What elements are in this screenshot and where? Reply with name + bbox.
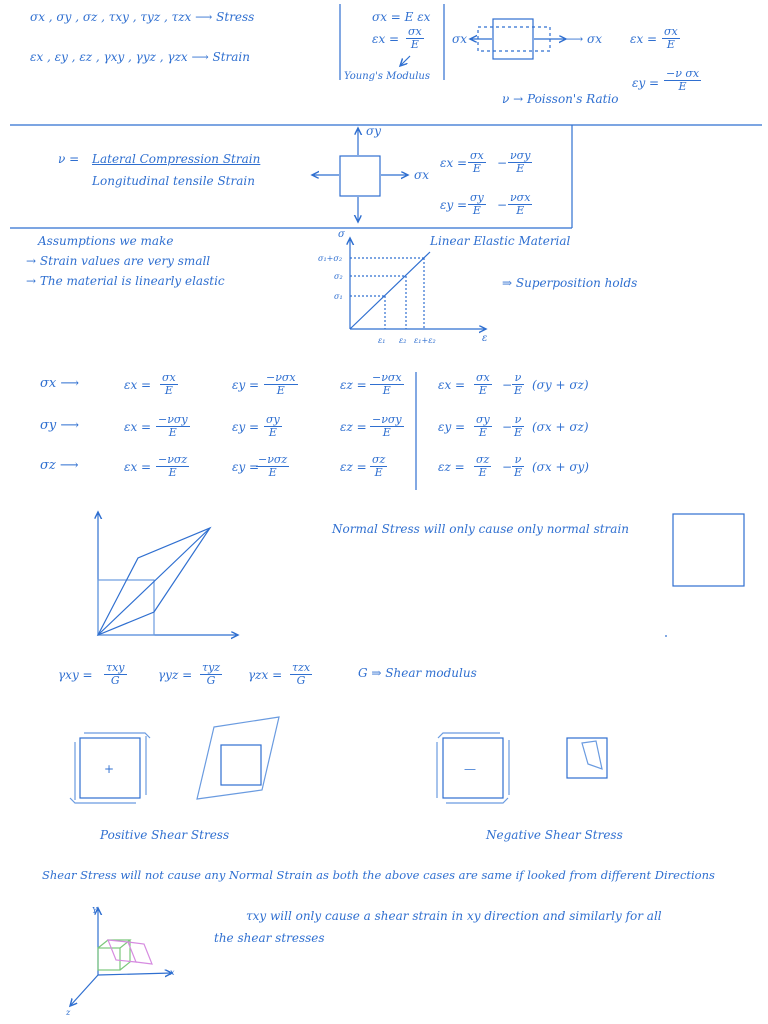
load-label: σx ⟶ — [40, 376, 79, 391]
sigma-y-label: σy — [366, 124, 381, 138]
graph-linear-line — [350, 252, 430, 329]
graph-s1-label: σ₁ — [334, 292, 343, 301]
ex-lhs-2: εx = — [630, 32, 658, 46]
col3-fraction: −νσy E — [372, 413, 402, 439]
sigma-x-right-label: ⟶ σx — [566, 32, 602, 46]
gzx-fraction: τzx G — [292, 661, 311, 687]
negative-shear-label: Negative Shear Stress — [486, 828, 623, 842]
nu-lhs: ν = — [58, 152, 80, 166]
pos-shear-deformed — [197, 717, 279, 799]
ex2-fraction: $\frac{\sigma x}{E}$ — [664, 25, 678, 51]
sigma-x-label-2: σx — [414, 168, 429, 182]
longitudinal-strain-label: Longitudinal tensile Strain — [92, 174, 255, 188]
col3-fraction: $\frac{\sigma z}{E}$ — [372, 453, 386, 479]
hookes-law: σx = E εx — [372, 10, 431, 24]
general-lhs: εz = — [438, 460, 465, 474]
col1-fraction: −νσy E — [158, 413, 188, 439]
assumption-2: → The material is linearly elastic — [26, 274, 225, 288]
col2-fraction: −νσz E — [258, 453, 288, 479]
load-label: σz ⟶ — [40, 458, 79, 473]
col3-lhs: εz = — [340, 460, 367, 474]
normal-stress-note: Normal Stress will only cause only normal strain — [332, 522, 630, 536]
ey2-fraction-1: $\frac{\sigma y}{E}$ — [470, 191, 484, 217]
general-lhs: εx = — [438, 378, 466, 392]
ey-lhs-2: εy = — [440, 198, 468, 212]
neg-shear-small-square — [567, 738, 607, 778]
assumption-1: → Strain values are very small — [26, 254, 211, 268]
col1-lhs: εx = — [124, 420, 152, 434]
general-fraction-1: $\frac{\sigma y}{E}$ — [476, 413, 490, 439]
youngs-pointer-arrow — [400, 56, 410, 66]
neg-shear-small-deformed — [582, 741, 602, 769]
txy-note-line-1: τxy will only cause a shear strain in xy direction and similarly for all — [246, 909, 662, 923]
pos-shear-inner-square — [221, 745, 261, 785]
positive-shear-label: Positive Shear Stress — [100, 828, 230, 842]
square-box — [673, 514, 744, 586]
shear-stress-note: Shear Stress will not cause any Normal Strain as both the above cases are same if looked from different Directions — [42, 868, 715, 882]
general-minus: − — [502, 420, 513, 434]
col2-fraction: −νσx E — [266, 371, 296, 397]
graph-epsilon-label: ε — [482, 333, 488, 344]
col2-fraction: $\frac{\sigma y}{E}$ — [266, 413, 280, 439]
general-lhs: εy = — [438, 420, 466, 434]
col1-fraction: −νσz E — [158, 453, 188, 479]
sigma-x-left-label: σx — [452, 32, 467, 46]
graph-e2-label: ε₂ — [399, 336, 407, 345]
youngs-modulus-label: Young's Modulus — [344, 71, 430, 82]
axis3d-x-label: x — [170, 968, 175, 977]
graph-e1-label: ε₁ — [378, 336, 386, 345]
lateral-strain-label: Lateral Compression Strain — [92, 152, 261, 166]
general-fraction-2: $\frac{\nu}{E}$ — [514, 371, 523, 397]
biaxial-element — [340, 156, 380, 196]
gzx-lhs: γzx = — [248, 668, 283, 682]
gyz-fraction: τyz G — [202, 661, 221, 687]
col3-lhs: εz = — [340, 420, 367, 434]
txy-note-line-2: the shear stresses — [214, 931, 325, 945]
graph-s12-label: σ₁+σ₂ — [318, 254, 343, 263]
general-minus: − — [502, 460, 513, 474]
general-fraction-1: $\frac{\sigma x}{E}$ — [476, 371, 490, 397]
general-fraction-2: $\frac{\nu}{E}$ — [514, 413, 523, 439]
assumptions-heading: Assumptions we make — [38, 234, 174, 248]
general-minus: − — [502, 378, 513, 392]
axis3d-z-label: z — [66, 1008, 71, 1017]
axis3d-x — [98, 973, 172, 975]
ex-lhs-3: εx = — [440, 156, 468, 170]
load-label: σy ⟶ — [40, 418, 79, 433]
neg-shear-arrow-bottom — [446, 798, 508, 803]
pos-shear-arrow-top — [84, 733, 150, 738]
col2-lhs: εy = — [232, 420, 260, 434]
graph-sigma-label: σ — [338, 229, 345, 240]
pos-shear-arrow-bottom — [70, 798, 136, 803]
stress-element-x — [493, 19, 533, 59]
superposition-label: ⇒ Superposition holds — [502, 276, 638, 290]
ex3-fraction-1: $\frac{\sigma x}{E}$ — [470, 149, 484, 175]
col2-lhs: εy = — [232, 460, 260, 474]
neg-shear-arrow-top — [438, 733, 500, 738]
ex-fraction: $\frac{\sigma x}{E}$ — [408, 25, 422, 51]
pos-shear-plus: + — [104, 762, 115, 776]
graph-e12-label: ε₁+ε₂ — [414, 336, 436, 345]
general-tail: (σy + σz) — [532, 378, 589, 392]
axis3d-z — [70, 975, 98, 1006]
stress-components-line: σx , σy , σz , τxy , τyz , τzx ⟶ Stress — [30, 10, 255, 24]
shear-modulus-label: G ⇒ Shear modulus — [358, 666, 477, 680]
col3-fraction: −νσx E — [372, 371, 402, 397]
strain-components-line: εx , εy , εz , γxy , γyz , γzx ⟶ Strain — [30, 50, 250, 64]
general-fraction-2: $\frac{\nu}{E}$ — [514, 453, 523, 479]
col1-fraction: $\frac{\sigma x}{E}$ — [162, 371, 176, 397]
linear-elastic-title: Linear Elastic Material — [430, 234, 571, 248]
gyz-lhs: γyz = — [158, 668, 193, 682]
gxy-lhs: γxy = — [58, 668, 93, 682]
gxy-fraction: τxy G — [106, 661, 125, 687]
ey-lhs: εy = — [632, 76, 660, 90]
graph-s2-label: σ₂ — [334, 272, 343, 281]
ex3-fraction-2: νσy E — [510, 149, 531, 175]
col2-lhs: εy = — [232, 378, 260, 392]
poissons-ratio-label: ν → Poisson's Ratio — [502, 92, 619, 106]
ex3-minus: − — [497, 156, 508, 170]
neg-shear-minus: — — [464, 762, 476, 776]
general-tail: (σx + σz) — [532, 420, 589, 434]
ey2-minus: − — [497, 198, 508, 212]
col1-lhs: εx = — [124, 378, 152, 392]
axis3d-y-label: Y — [92, 906, 98, 915]
general-tail: (σx + σy) — [532, 460, 589, 474]
col3-lhs: εz = — [340, 378, 367, 392]
col1-lhs: εx = — [124, 460, 152, 474]
ex-lhs: εx = — [372, 32, 400, 46]
ey-fraction: $\frac{\text{−ν σx}}{E}$ — [666, 67, 700, 93]
general-fraction-1: $\frac{\sigma z}{E}$ — [476, 453, 490, 479]
ey2-fraction-2: νσx E — [510, 191, 531, 217]
